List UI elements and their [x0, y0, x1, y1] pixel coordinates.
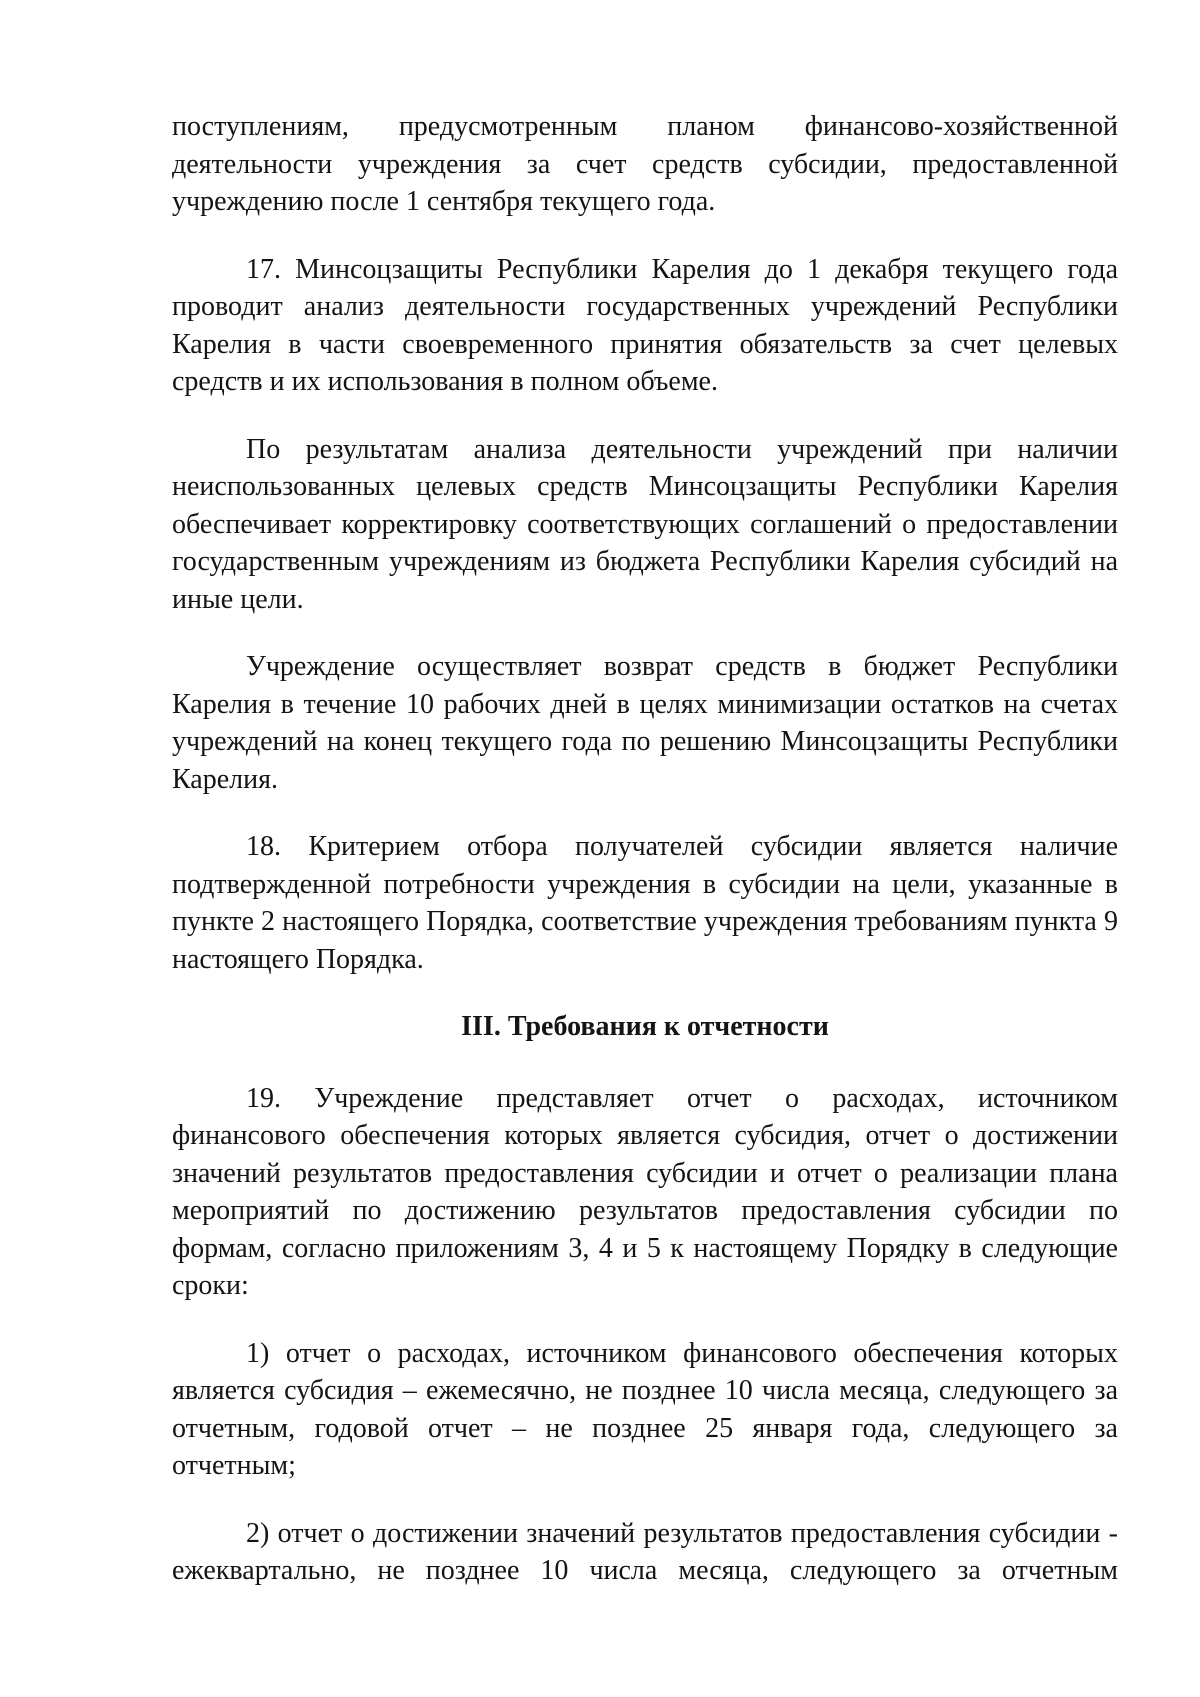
- paragraph-subitem-1: 1) отчет о расходах, источником финансового обеспечения которых является субсидия – ежемесячно, не позднее 10 числа месяца, следующего за отчетным, годовой отчет – не позднее 25 января года, следующего за отчетным;: [172, 1337, 1118, 1481]
- paragraph-item-18: 18. Критерием отбора получателей субсидии является наличие подтвержденной потребности учреждения в субсидии на цели, указанные в пункте 2 настоящего Порядка, соответствие учреждения требованиям пункта 9 настоящего Порядка.: [172, 831, 1118, 975]
- paragraph-continuation: поступлениям, предусмотренным планом финансово-хозяйственной деятельности учреждения за счет средств субсидии, предоставленной учреждению после 1 сентября текущего года.: [172, 111, 1118, 217]
- paragraph-item-17: 17. Минсоцзащиты Республики Карелия до 1 декабря текущего года проводит анализ деятельности государственных учреждений Республики Карелия в части своевременного принятия обязательств за счет целевых средств и их использования в полном объеме.: [172, 253, 1118, 397]
- paragraph-subitem-2: 2) отчет о достижении значений результатов предоставления субсидии - ежеквартально, не позднее 10 числа месяца, следующего за отчетным: [172, 1517, 1118, 1586]
- section-heading: III. Требования к отчетности: [461, 1011, 829, 1042]
- document-body: [172, 108, 1118, 1590]
- paragraph-funds-return: Учреждение осуществляет возврат средств в бюджет Республики Карелия в течение 10 рабочих дней в целях минимизации остатков на счетах учреждений на конец текущего года по решению Минсоцзащиты Республики Карелия.: [172, 651, 1118, 795]
- paragraph-item-19: 19. Учреждение представляет отчет о расходах, источником финансового обеспечения которых является субсидия, отчет о достижении значений результатов предоставления субсидии и отчет о реализации плана мероприятий по достижению результатов предоставления субсидии по формам, согласно приложениям 3, 4 и 5 к настоящему Порядку в следующие сроки:: [172, 1082, 1118, 1301]
- paragraph-analysis-results: По результатам анализа деятельности учреждений при наличии неиспользованных целевых средств Минсоцзащиты Республики Карелия обеспечивает корректировку соответствующих соглашений о предоставлении государственным учреждениям из бюджета Республики Карелия субсидий на иные цели.: [172, 433, 1118, 615]
